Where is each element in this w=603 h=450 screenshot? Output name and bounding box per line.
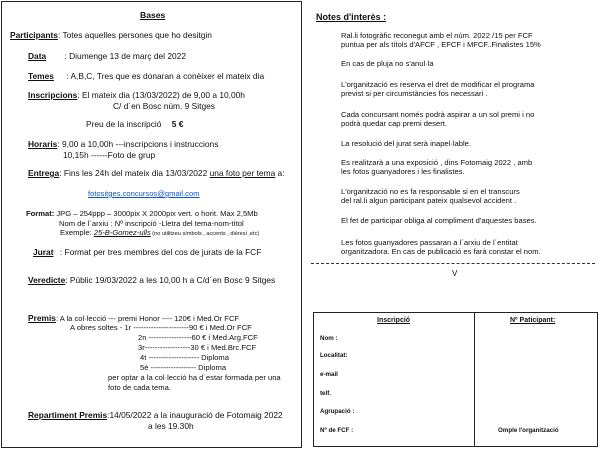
- awards-label: Repartiment Premis: [28, 410, 108, 420]
- format-line2: Nom de l´arxiu : Nº inscripció -Lletra del tema-nom-títol: [59, 219, 244, 228]
- fee-label: Preu de la inscripció: [86, 119, 162, 129]
- themes-row: [28, 71, 264, 81]
- jury-value: : Format per tres membres del cos de jurats de la FCF: [59, 247, 262, 257]
- participants-value: : Totes aquelles persones que ho desitgin: [57, 30, 212, 40]
- cut-marker: V: [452, 269, 458, 278]
- slip-field-email[interactable]: e-mail: [320, 371, 338, 378]
- fee-row: [86, 119, 183, 129]
- registration-address: C/ d´en Bosc núm. 9 Sitges: [113, 101, 215, 111]
- jury-label: Jurat: [33, 247, 54, 257]
- delivery-end: a:: [275, 168, 285, 178]
- slip-org-note: Omple l'organització: [498, 427, 559, 434]
- delivery-label: Entrega: [28, 168, 60, 178]
- format-example-label: Exemple:: [60, 228, 92, 237]
- slip-field-fcf-number[interactable]: Nº de FCF :: [320, 427, 354, 434]
- note-item: [341, 31, 541, 49]
- slip-inscription-title: Inscripció: [377, 317, 411, 324]
- verdict-row: [28, 275, 275, 285]
- jury-row: [33, 247, 261, 257]
- slip-participant-title: Nº Paticipant:: [510, 317, 556, 324]
- format-example-row: [60, 228, 259, 238]
- slip-field-phone[interactable]: telf.: [320, 390, 332, 397]
- themes-value: : A,B,C, Tres que es donaran a conèixer el mateix dia: [66, 71, 265, 81]
- prizes-line-1: A obres soltes - 1r ----------------------90 € i Med.Or FCF: [70, 323, 252, 332]
- note-line: puntua per als títols d'AFCF , EFCF i MFCF..Finalistes 15%: [341, 40, 541, 50]
- awards-line1: :14/05/2022 a la inauguració de Fotomaig 2022: [107, 410, 283, 420]
- slip-field-town[interactable]: Localitat:: [320, 352, 348, 359]
- schedule-label: Horaris: [28, 139, 58, 149]
- note-item: [341, 187, 520, 205]
- awards-line2: a les 19.30h: [148, 421, 194, 431]
- note-item: [341, 139, 471, 148]
- prizes-line-0: : A la col·lecció --- premi Honor ---- 120€ i Med.Or FCF: [55, 314, 240, 323]
- prizes-line-3: 3r------------------30 € i Med.Brc.FCF: [138, 343, 257, 352]
- registration-row: [28, 90, 245, 100]
- note-line: L'organització es reserva el dret de modificar el programa: [341, 80, 535, 89]
- registration-label: Inscripcions: [28, 90, 78, 100]
- prizes-row: [28, 313, 239, 323]
- format-note: (no utilitzeu símbols , accents , dièresi ,etc): [150, 231, 260, 237]
- note-item: [341, 110, 534, 128]
- slip-field-name[interactable]: Nom :: [320, 335, 338, 342]
- themes-label: Temes: [28, 71, 54, 81]
- note-line: L'organització no es fa responsable si en el transcurs: [341, 187, 520, 196]
- participants-row: [10, 30, 212, 40]
- prizes-label: Premis: [28, 313, 56, 323]
- note-line: organitzadora. En cas de publicació es farà constar el nom.: [341, 247, 541, 257]
- note-line: previst si per circumstàncies fos necessari .: [341, 89, 488, 99]
- prizes-line-2: 2n -----------------60 € i Med.Arg.FCF: [138, 333, 258, 342]
- note-item: [341, 238, 541, 256]
- schedule-line1: : 9,00 a 10,00h ---inscripcions i instruccions: [57, 139, 219, 149]
- awards-row: [28, 410, 283, 420]
- note-line: La resolució del jurat serà inapel·lable.: [341, 139, 472, 148]
- prizes-line-6: per optar a la col·lecció ha d´estar formada per una: [108, 373, 281, 382]
- participants-label: Participants: [10, 30, 58, 40]
- registration-line1: : El mateix dia (13/03/2022) de 9,00 a 10,00h: [77, 90, 245, 100]
- format-line1: JPG – 254ppp – 3000pix X 2000pix vert. o horit. Max 2,5Mb: [54, 209, 258, 218]
- note-item: [341, 59, 434, 68]
- format-example: 25-B-Gomez-ulls: [93, 228, 151, 237]
- note-line: podrà quedar cap premi desert.: [341, 119, 447, 129]
- prizes-line-5: 5è ------------------ Diploma: [140, 363, 227, 372]
- verdict-label: Veredicte: [28, 275, 66, 285]
- prizes-line-4: 4t -------------------- Diploma: [140, 353, 229, 362]
- note-item: [341, 80, 535, 98]
- rules-title: Bases: [140, 10, 166, 20]
- note-line: Es realitzarà a una exposició , dins Fotomaig 2022 , amb: [341, 158, 533, 167]
- date-value: : Diumenge 13 de març del 2022: [64, 51, 186, 61]
- note-line: les fotos guanyadores i les finalistes.: [341, 167, 465, 177]
- cut-line: [311, 263, 595, 264]
- format-label: Format:: [26, 209, 55, 218]
- notes-title: Notes d'interès :: [316, 12, 387, 22]
- note-line: del ral.li algun participant pateix qualsevol accident .: [341, 196, 517, 206]
- note-line: Cada concursant només podrà aspirar a un sol premi i no: [341, 110, 535, 119]
- delivery-text: : Fins les 24h del mateix dia 13/03/2022: [59, 168, 208, 178]
- date-row: [28, 51, 186, 61]
- note-item: [341, 158, 532, 176]
- schedule-row: [28, 139, 218, 149]
- delivery-highlight: una foto per tema: [209, 168, 276, 178]
- prizes-line-7: foto de cada tema.: [108, 383, 171, 392]
- note-line: En cas de pluja no s'anul·la: [341, 59, 434, 68]
- date-label: Data: [28, 51, 47, 61]
- delivery-row: [28, 168, 285, 178]
- slip-divider: [474, 312, 475, 447]
- schedule-line2: 10,15h ------Foto de grup: [63, 150, 156, 160]
- verdict-value: : Públic 19/03/2022 a les 10,00 h a C/d´en Bosc 9 Sitges: [65, 275, 276, 285]
- note-item: [341, 216, 537, 225]
- contest-email-link[interactable]: fotositges.concursos@gmail.com: [88, 189, 200, 198]
- fee-value: 5 €: [171, 119, 184, 129]
- note-line: El fet de participar obliga al compliment d'aquestes bases.: [341, 216, 537, 225]
- note-line: Les fotos guanyadores passaran a l´arxiu de l´entitat: [341, 238, 518, 247]
- format-row: [26, 209, 258, 218]
- note-line: Ral.li fotogràfic reconegut amb el núm. 2022 /15 per FCF: [341, 31, 533, 40]
- slip-field-group[interactable]: Agrupació :: [320, 408, 355, 415]
